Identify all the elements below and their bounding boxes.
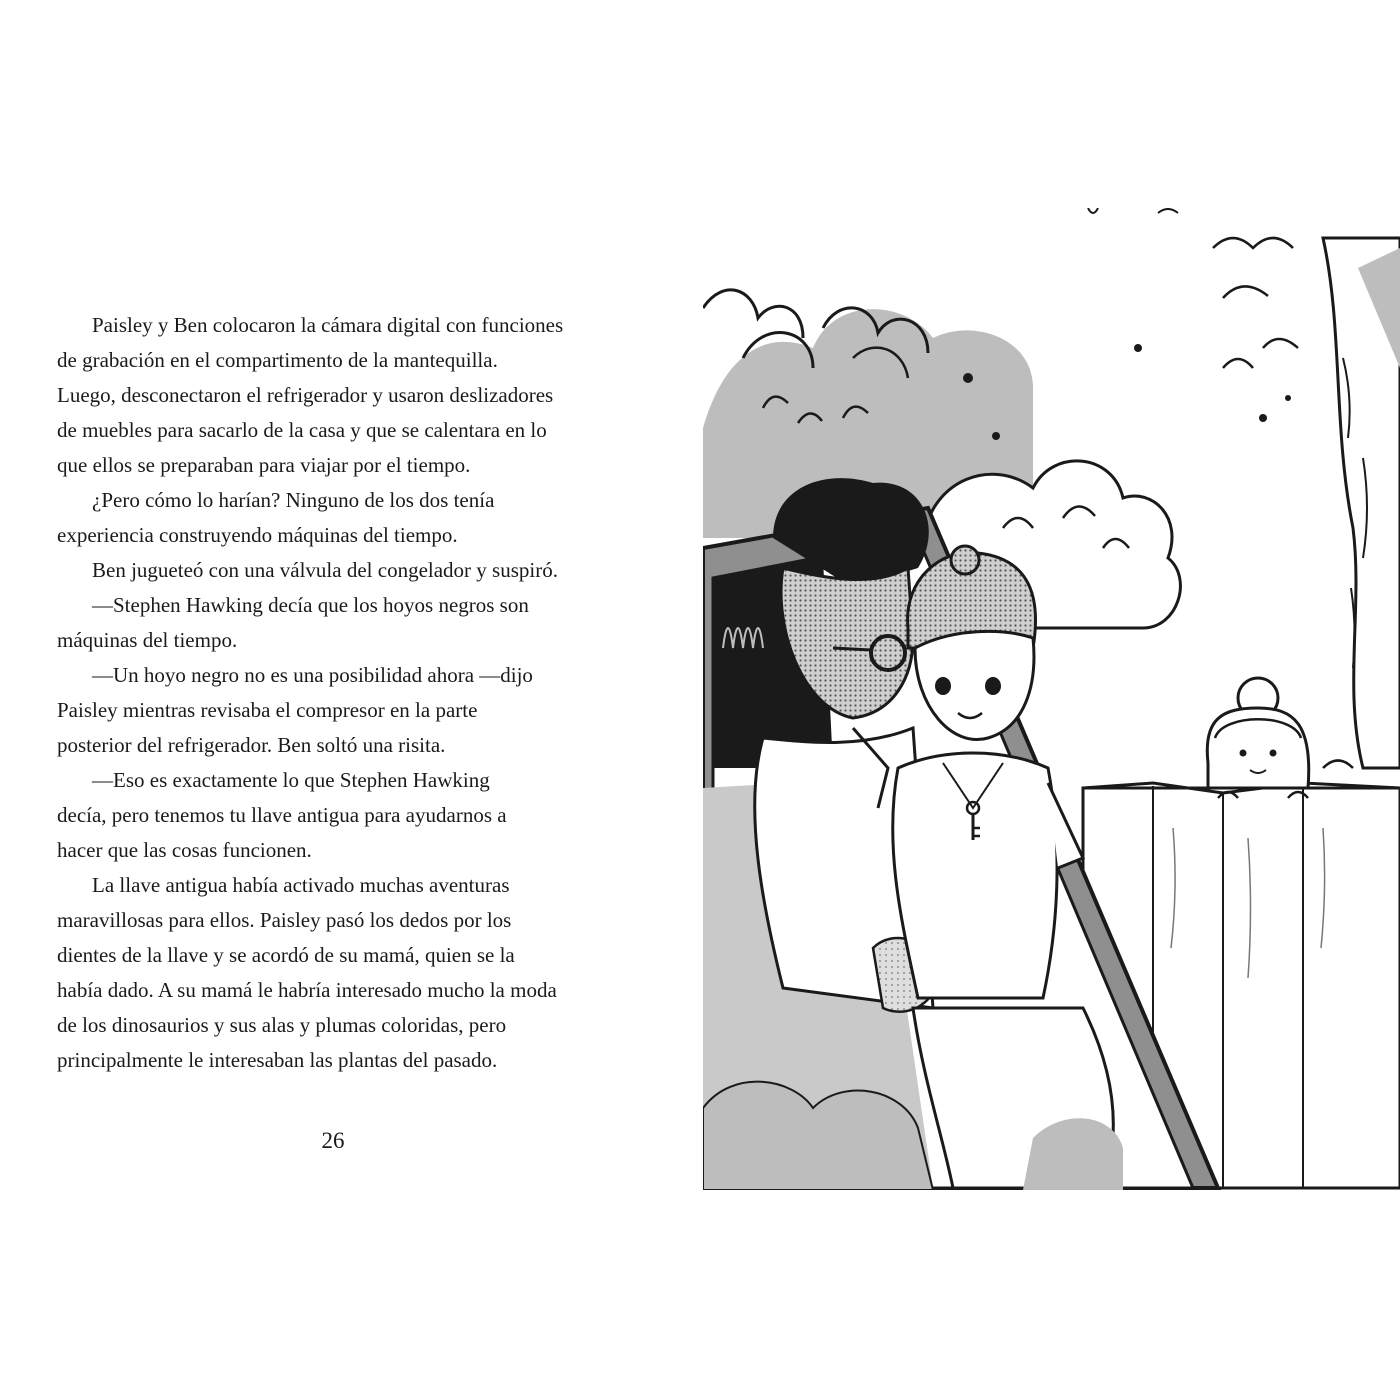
text-line: dientes de la llave y se acordó de su mamá, quien se la — [57, 943, 515, 967]
text-line: principalmente le interesaban las plantas del pasado. — [57, 1048, 498, 1072]
page-number: 26 — [321, 1128, 345, 1153]
paragraph-5 — [57, 658, 617, 763]
text-line: había dado. A su mamá le habría interesado mucho la moda — [57, 978, 557, 1002]
text-line: Ben jugueteó con una válvula del congelador y suspiró. — [92, 558, 558, 582]
text-line: de muebles para sacarlo de la casa y que se calentara en lo — [57, 418, 547, 442]
text-line: La llave antigua había activado muchas aventuras — [92, 873, 510, 897]
paragraph-1 — [57, 308, 617, 483]
text-line: —Stephen Hawking decía que los hoyos negros son — [92, 593, 529, 617]
text-line: Paisley y Ben colocaron la cámara digital con funciones — [92, 313, 564, 337]
text-line: experiencia construyendo máquinas del tiempo. — [57, 523, 458, 547]
text-line: Luego, desconectaron el refrigerador y usaron deslizadores — [57, 383, 554, 407]
text-line: —Un hoyo negro no es una posibilidad ahora —dijo — [92, 663, 533, 687]
illustration — [703, 208, 1400, 1190]
text-page — [57, 308, 617, 1078]
paragraph-3 — [57, 553, 617, 588]
text-line: —Eso es exactamente lo que Stephen Hawking — [92, 768, 490, 792]
text-line: Paisley mientras revisaba el compresor en la parte — [57, 698, 478, 722]
text-line: máquinas del tiempo. — [57, 628, 238, 652]
text-line: que ellos se preparaban para viajar por el tiempo. — [57, 453, 471, 477]
paragraph-2 — [57, 483, 617, 553]
illustration-drawing — [703, 208, 1400, 1190]
paragraph-6 — [57, 763, 617, 868]
paragraph-7 — [57, 868, 617, 1078]
paragraph-4 — [57, 588, 617, 658]
text-line: posterior del refrigerador. Ben soltó una risita. — [57, 733, 446, 757]
text-line: de grabación en el compartimento de la mantequilla. — [57, 348, 498, 372]
text-line: hacer que las cosas funcionen. — [57, 838, 312, 862]
text-line: de los dinosaurios y sus alas y plumas coloridas, pero — [57, 1013, 507, 1037]
text-line: maravillosas para ellos. Paisley pasó los dedos por los — [57, 908, 512, 932]
girl-peeking — [1207, 678, 1309, 798]
text-line: ¿Pero cómo lo harían? Ninguno de los dos tenía — [92, 488, 495, 512]
text-line: decía, pero tenemos tu llave antigua para ayudarnos a — [57, 803, 507, 827]
